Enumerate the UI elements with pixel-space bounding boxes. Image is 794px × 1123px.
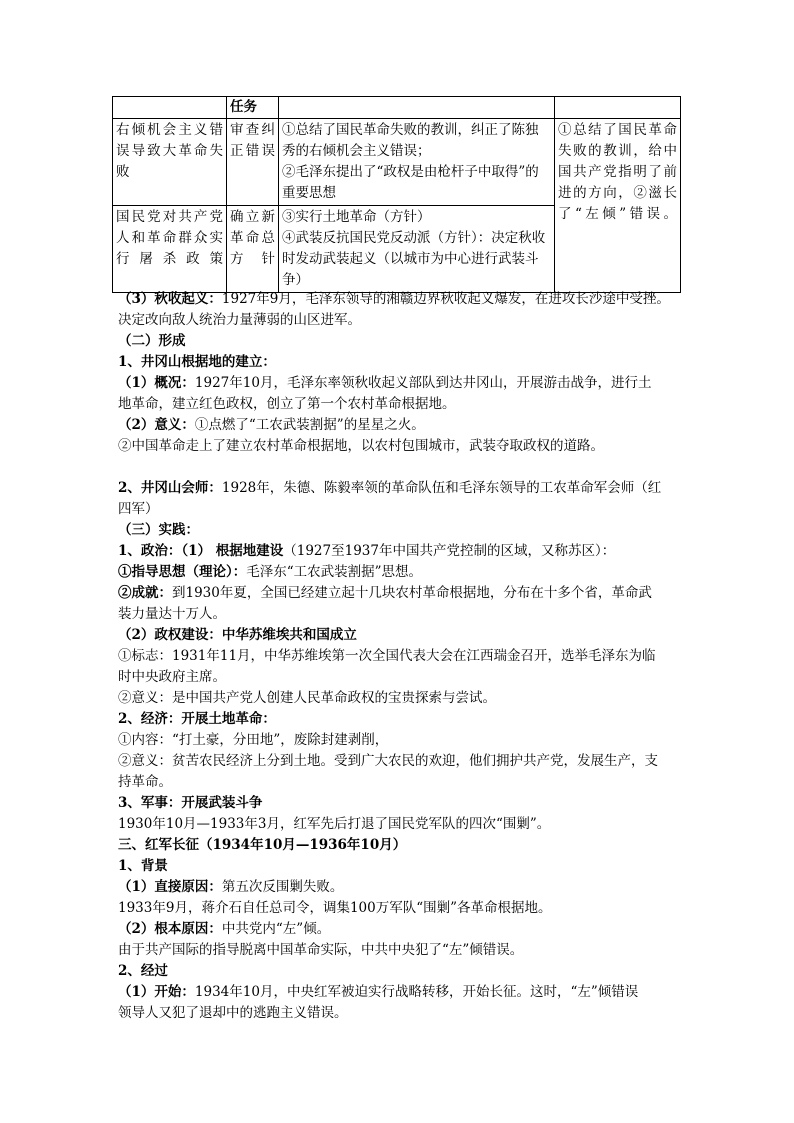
- text-line: [118, 604, 678, 625]
- line-text: 毛泽东“工农武装割据”思想。: [246, 564, 423, 580]
- table-header-row: [113, 97, 681, 119]
- text-line: [118, 436, 678, 457]
- text-line: [118, 772, 678, 793]
- summary-table: [112, 96, 681, 293]
- line-text: ②意义：贫苦农民经济上分到土地。受到广大农民的欢迎，他们拥护共产党，发展生产，支: [118, 753, 658, 769]
- line-text: 装力量达十万人。: [118, 606, 226, 622]
- line-text: ①点燃了“工农武装割据”的星星之火。: [194, 417, 425, 433]
- line-heading: （1）开始：: [118, 984, 195, 1000]
- text-line: [118, 709, 678, 730]
- text-line: [118, 562, 678, 583]
- text-line: [118, 961, 678, 982]
- text-line: [118, 625, 678, 646]
- text-line: [118, 352, 678, 373]
- line-text: 1934年10月，中央红军被迫实行战略转移，开始长征。这时，“左”倾错误: [194, 984, 639, 1000]
- line-text: 四军）: [118, 501, 159, 517]
- text-line: [118, 394, 678, 415]
- line-heading: （2）意义：: [118, 417, 195, 433]
- line-text: 领导人又犯了退却中的逃跑主义错误。: [118, 1005, 348, 1021]
- line-heading: （三）实践：: [118, 522, 199, 538]
- line-text: ②中国革命走上了建立农村革命根据地，以农村包围城市，武装夺取政权的道路。: [118, 438, 604, 454]
- line-heading: （二）形成: [118, 333, 186, 349]
- line-heading: 1、政治：（1） 根据地建设: [118, 543, 284, 559]
- line-heading: 1、井冈山根据地的建立：: [118, 354, 276, 370]
- line-heading: （3）秋收起义：: [118, 291, 222, 307]
- line-heading: ①指导思想（理论）：: [118, 564, 247, 580]
- table-header-cell: 任务: [227, 97, 279, 119]
- line-text: 决定改向敌人统治力量薄弱的山区进军。: [118, 312, 361, 328]
- event-cell: 右倾机会主义错误导致大革命失败: [113, 119, 227, 206]
- line-heading: （2）政权建设：中华苏维埃共和国成立: [118, 627, 357, 643]
- text-line: [118, 331, 678, 352]
- text-line: [118, 520, 678, 541]
- significance-cell: ①总结了国民革命失败的教训，给中国共产党指明了前进的方向，②滋长了“左倾”错误。: [555, 119, 681, 293]
- task-cell: 审查纠正错误: [227, 119, 279, 206]
- line-text: ①内容：“打土豪，分田地”，废除封建剥削，: [118, 732, 389, 748]
- line-heading: 3、军事：开展武装斗争: [118, 795, 263, 811]
- text-line: [118, 499, 678, 520]
- text-line: [118, 898, 678, 919]
- line-text: 时中央政府主席。: [118, 669, 226, 685]
- text-line: [118, 457, 678, 478]
- table-header-cell: [555, 97, 681, 119]
- line-text: （1927至1937年中国共产党控制的区域，又称苏区）：: [283, 543, 616, 559]
- text-line: [118, 877, 678, 898]
- line-heading: （1）直接原因：: [118, 879, 222, 895]
- line-text: 由于共产国际的指导脱离中国革命实际，中共中央犯了“左”倾错误。: [118, 942, 524, 958]
- text-line: [118, 982, 678, 1003]
- text-line: [118, 646, 678, 667]
- text-line: [118, 856, 678, 877]
- task-cell: 确立新革命总方针: [227, 206, 279, 293]
- line-heading: 2、经过: [118, 963, 168, 979]
- line-heading: 2、井冈山会师：: [118, 480, 222, 496]
- line-text: ①标志：1931年11月，中华苏维埃第一次全国代表大会在江西瑞金召开，选举毛泽东为临: [118, 648, 656, 664]
- line-heading: 三、红军长征（1934年10月—1936年10月）: [118, 837, 407, 853]
- line-text: 1930年10月—1933年3月，红军先后打退了国民党军队的四次“围剿”。: [118, 816, 551, 832]
- text-line: [118, 289, 678, 310]
- table-header-cell: [113, 97, 227, 119]
- text-line: [118, 667, 678, 688]
- text-line: [118, 751, 678, 772]
- document-body: [118, 289, 678, 1024]
- text-line: [118, 688, 678, 709]
- text-line: [118, 373, 678, 394]
- line-text: ②意义：是中国共产党人创建人民革命政权的宝贵探索与尝试。: [118, 690, 496, 706]
- line-text: 第五次反围剿失败。: [221, 879, 344, 895]
- table-header-cell: [279, 97, 555, 119]
- line-text: 1927年9月，毛泽东领导的湘赣边界秋收起义爆发，在进攻长沙途中受挫。: [221, 291, 670, 307]
- text-line: [118, 730, 678, 751]
- table-row: [113, 119, 681, 206]
- text-line: [118, 793, 678, 814]
- content-cell: ①总结了国民革命失败的教训，纠正了陈独秀的右倾机会主义错误； ②毛泽东提出了“政权是由枪杆子中取得”的重要思想: [279, 119, 555, 206]
- line-text: 1927年10月，毛泽东率领秋收起义部队到达井冈山，开展游击战争，进行土: [194, 375, 652, 391]
- line-heading: 1、背景: [118, 858, 168, 874]
- text-line: [118, 478, 678, 499]
- text-line: [118, 919, 678, 940]
- text-line: [118, 940, 678, 961]
- line-text: 地革命，建立红色政权，创立了第一个农村革命根据地。: [118, 396, 456, 412]
- line-text: 持革命。: [118, 774, 172, 790]
- line-heading: ②成就：: [118, 585, 172, 601]
- line-text: 1928年，朱德、陈毅率领的革命队伍和毛泽东领导的工农革命军会师（红: [221, 480, 662, 496]
- line-text: 1933年9月，蒋介石自任总司令，调集100万军队“围剿”各革命根据地。: [118, 900, 552, 916]
- text-line: [118, 835, 678, 856]
- text-line: [118, 1003, 678, 1024]
- text-line: [118, 415, 678, 436]
- event-cell: 国民党对共产党人和革命群众实行屠杀政策: [113, 206, 227, 293]
- text-line: [118, 814, 678, 835]
- content-cell: ③实行土地革命（方针） ④武装反抗国民党反动派（方针）：决定秋收时发动武装起义（以城市为中心进行武装斗争）: [279, 206, 555, 293]
- text-line: [118, 541, 678, 562]
- text-line: [118, 583, 678, 604]
- line-text: 中共党内“左”倾。: [221, 921, 331, 937]
- line-heading: （1）概况：: [118, 375, 195, 391]
- line-heading: 2、经济：开展土地革命：: [118, 711, 276, 727]
- line-text: 到1930年夏，全国已经建立起十几块农村革命根据地，分布在十多个省，革命武: [172, 585, 652, 601]
- text-line: [118, 310, 678, 331]
- line-heading: （2）根本原因：: [118, 921, 222, 937]
